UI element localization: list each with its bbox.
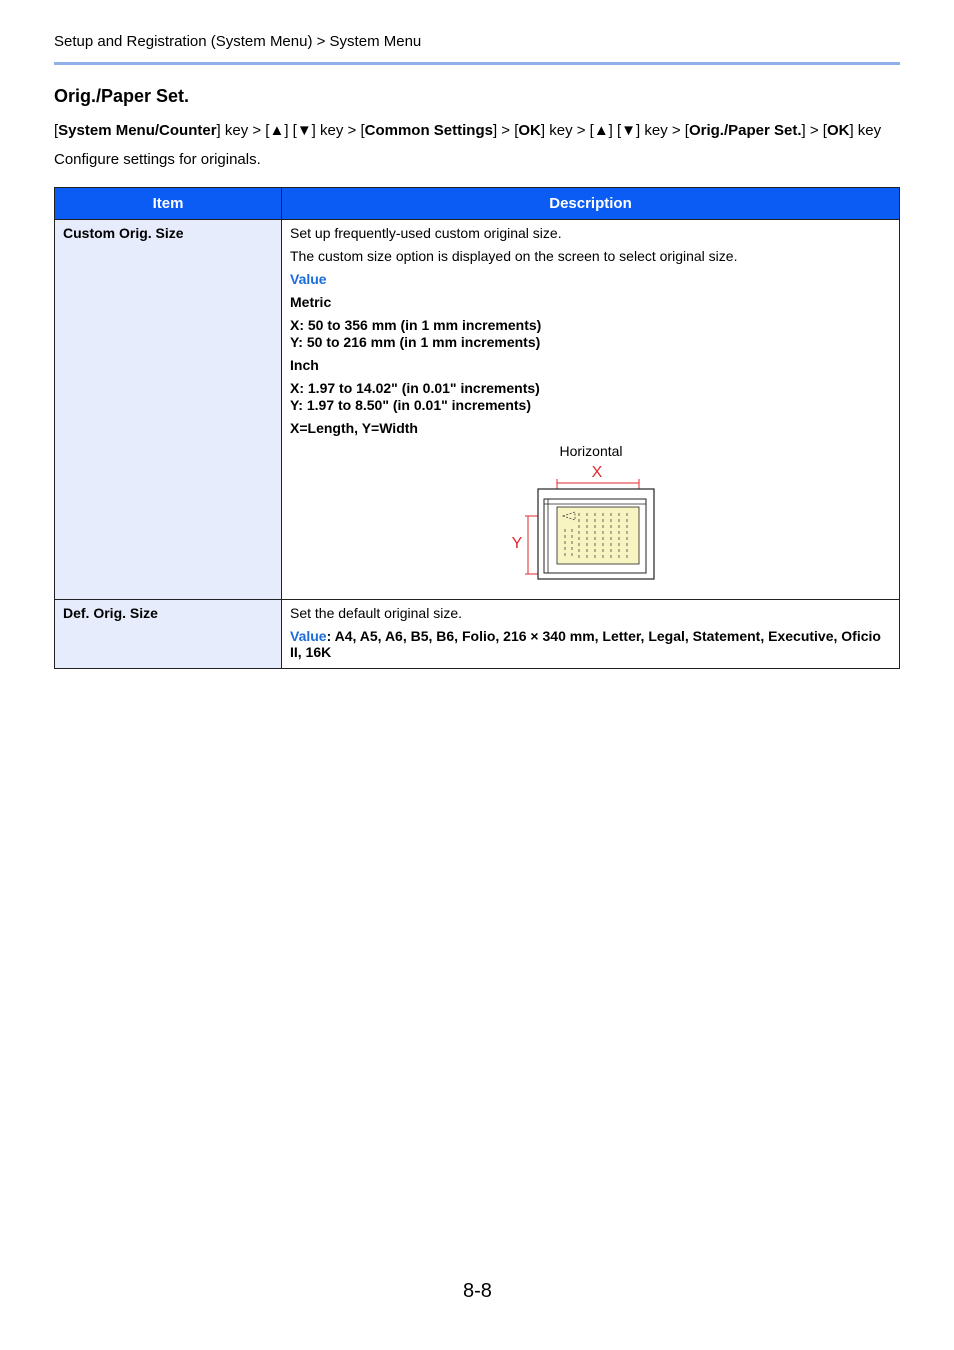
inch-x-range: X: 1.97 to 14.02" (in 0.01" increments) bbox=[290, 380, 540, 396]
xy-note: X=Length, Y=Width bbox=[290, 420, 418, 436]
nav-text: ] key > [▲] [▼] key > [ bbox=[540, 122, 689, 139]
nav-text: ] > [ bbox=[801, 122, 827, 139]
description-text: Set the default original size. bbox=[290, 605, 462, 621]
nav-text: ] key > [▲] [▼] key > [ bbox=[216, 122, 365, 139]
description-cell bbox=[282, 600, 900, 669]
settings-table bbox=[54, 187, 900, 669]
navigation-path bbox=[54, 122, 881, 139]
nav-key: System Menu/Counter bbox=[58, 122, 217, 139]
section-title: Orig./Paper Set. bbox=[54, 86, 190, 106]
value-label: Value bbox=[290, 628, 327, 644]
nav-text: [ bbox=[54, 122, 59, 139]
inch-label: Inch bbox=[290, 357, 319, 373]
dimension-x-label: X bbox=[591, 464, 603, 481]
inch-y-range: Y: 1.97 to 8.50" (in 0.01" increments) bbox=[290, 397, 531, 413]
description-text: The custom size option is displayed on the screen to select original size. bbox=[290, 248, 738, 264]
nav-key: OK bbox=[826, 122, 850, 139]
dimension-y-label: Y bbox=[511, 535, 523, 552]
item-name: Custom Orig. Size bbox=[55, 220, 282, 600]
column-header-description: Description bbox=[282, 188, 900, 220]
metric-y-range: Y: 50 to 216 mm (in 1 mm increments) bbox=[290, 334, 541, 350]
metric-label: Metric bbox=[290, 294, 332, 310]
header-rule bbox=[54, 62, 900, 65]
table-header-row bbox=[55, 188, 900, 220]
value-label: Value bbox=[290, 271, 327, 287]
column-header-item: Item bbox=[55, 188, 282, 220]
breadcrumb: Setup and Registration (System Menu) > System Menu bbox=[54, 33, 422, 50]
nav-key: Common Settings bbox=[364, 122, 493, 139]
original-placement-figure bbox=[511, 463, 671, 583]
nav-text: ] key bbox=[849, 122, 882, 139]
description-cell bbox=[282, 220, 900, 600]
metric-x-range: X: 50 to 356 mm (in 1 mm increments) bbox=[290, 317, 542, 333]
nav-key: OK bbox=[518, 122, 541, 139]
description-text: Set up frequently-used custom original size. bbox=[290, 225, 562, 241]
nav-text: ] > [ bbox=[492, 122, 519, 139]
table-row bbox=[55, 220, 900, 600]
page-number: 8-8 bbox=[463, 1280, 492, 1302]
figure-caption: Horizontal bbox=[559, 443, 623, 459]
item-name: Def. Orig. Size bbox=[55, 600, 282, 669]
nav-key: Orig./Paper Set. bbox=[688, 122, 802, 139]
intro-text: Configure settings for originals. bbox=[54, 151, 261, 168]
value-list bbox=[290, 628, 892, 660]
table-row bbox=[55, 600, 900, 669]
value-options: : A4, A5, A6, B5, B6, Folio, 216 × 340 mm, Letter, Legal, Statement, Executive, Oficio II, 16K bbox=[290, 628, 881, 660]
